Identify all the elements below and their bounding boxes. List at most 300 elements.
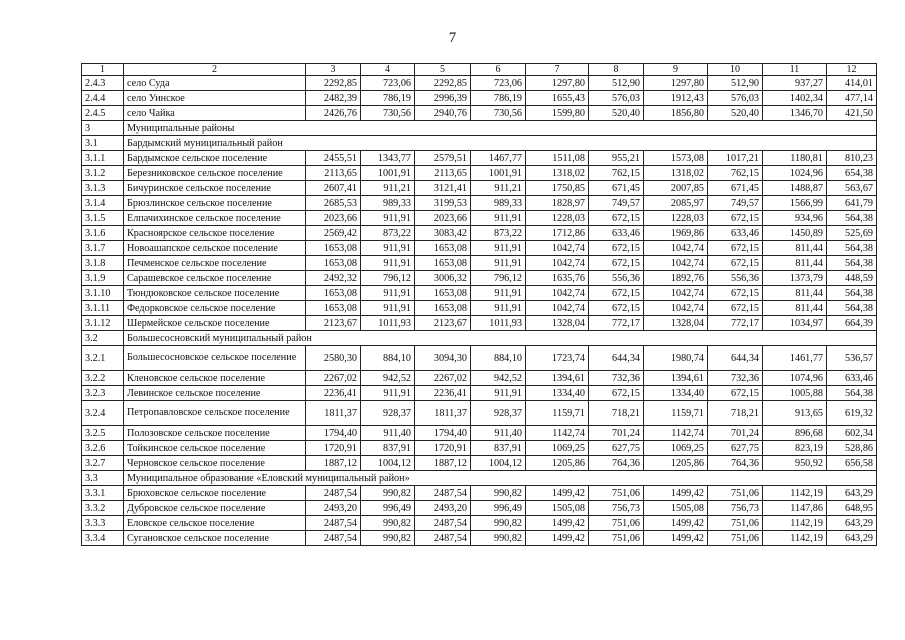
value-cell: 1887,12 [306,456,361,471]
value-cell: 873,22 [471,226,526,241]
value-cell: 837,91 [361,441,415,456]
value-cell: 911,91 [361,256,415,271]
value-cell: 786,19 [471,91,526,106]
table-row [82,516,877,531]
column-header: 6 [471,64,526,76]
value-cell: 1599,80 [526,106,589,121]
value-cell: 989,33 [361,196,415,211]
column-header: 4 [361,64,415,76]
value-cell: 2685,53 [306,196,361,211]
row-code: 3.1.4 [82,196,124,211]
value-cell: 732,36 [589,371,644,386]
column-header: 12 [827,64,877,76]
value-cell: 749,57 [708,196,763,211]
row-code: 3.1.2 [82,166,124,181]
value-cell: 911,21 [471,181,526,196]
value-cell: 1343,77 [361,151,415,166]
value-cell: 1467,77 [471,151,526,166]
row-code: 3.1.9 [82,271,124,286]
row-code: 3.1.8 [82,256,124,271]
section-row [82,136,877,151]
table-row [82,531,877,546]
settlement-name: Сугановское сельское поселение [124,531,306,546]
row-code: 3.1.7 [82,241,124,256]
value-cell: 1505,08 [526,501,589,516]
value-cell: 1511,08 [526,151,589,166]
column-header: 11 [763,64,827,76]
row-code: 3.3.4 [82,531,124,546]
value-cell: 1074,96 [763,371,827,386]
value-cell: 990,82 [361,486,415,501]
value-cell: 1147,86 [763,501,827,516]
value-cell: 2123,67 [306,316,361,331]
row-code: 3.2.2 [82,371,124,386]
value-cell: 1655,43 [526,91,589,106]
value-cell: 664,39 [827,316,877,331]
value-cell: 644,34 [708,346,763,371]
table-row [82,226,877,241]
value-cell: 672,15 [589,211,644,226]
value-cell: 730,56 [471,106,526,121]
value-cell: 2493,20 [415,501,471,516]
value-cell: 1720,91 [306,441,361,456]
value-cell: 2113,65 [306,166,361,181]
value-cell: 751,06 [708,486,763,501]
value-cell: 928,37 [361,401,415,426]
value-cell: 672,15 [708,286,763,301]
value-cell: 672,15 [589,256,644,271]
value-cell: 2267,02 [306,371,361,386]
value-cell: 942,52 [471,371,526,386]
value-cell: 701,24 [708,426,763,441]
value-cell: 1461,77 [763,346,827,371]
settlement-name: Кленовское сельское поселение [124,371,306,386]
value-cell: 1912,43 [644,91,708,106]
value-cell: 811,44 [763,256,827,271]
value-cell: 1005,88 [763,386,827,401]
value-cell: 1334,40 [526,386,589,401]
value-cell: 1042,74 [644,286,708,301]
value-cell: 3121,41 [415,181,471,196]
value-cell: 1328,04 [644,316,708,331]
value-cell: 990,82 [471,486,526,501]
value-cell: 811,44 [763,286,827,301]
value-cell: 520,40 [708,106,763,121]
value-cell: 2569,42 [306,226,361,241]
value-cell: 1334,40 [644,386,708,401]
value-cell: 1566,99 [763,196,827,211]
value-cell: 633,46 [708,226,763,241]
value-cell: 3006,32 [415,271,471,286]
value-cell: 1042,74 [526,286,589,301]
value-cell: 762,15 [708,166,763,181]
value-cell: 643,29 [827,486,877,501]
value-cell: 911,40 [361,426,415,441]
table-row [82,256,877,271]
value-cell: 751,06 [589,486,644,501]
settlement-name: Полозовское сельское поселение [124,426,306,441]
table-row [82,386,877,401]
value-cell: 1499,42 [644,531,708,546]
row-code: 3.3 [82,471,124,486]
table-row [82,401,877,426]
section-row [82,121,877,136]
value-cell: 1042,74 [644,301,708,316]
settlement-name: Брюховское сельское поселение [124,486,306,501]
tariff-table [81,63,877,546]
value-cell: 2292,85 [415,76,471,91]
value-cell: 672,15 [708,241,763,256]
settlement-name: Еловское сельское поселение [124,516,306,531]
value-cell: 2113,65 [415,166,471,181]
value-cell: 564,38 [827,286,877,301]
value-cell: 1892,76 [644,271,708,286]
value-cell: 536,57 [827,346,877,371]
value-cell: 911,21 [361,181,415,196]
value-cell: 1720,91 [415,441,471,456]
value-cell: 764,36 [589,456,644,471]
value-cell: 796,12 [471,271,526,286]
settlement-name: Петропавловское сельское поселение [124,401,306,426]
column-number-row [82,64,877,76]
value-cell: 648,95 [827,501,877,516]
value-cell: 2940,76 [415,106,471,121]
value-cell: 672,15 [589,386,644,401]
value-cell: 989,33 [471,196,526,211]
value-cell: 749,57 [589,196,644,211]
value-cell: 1142,19 [763,486,827,501]
row-code: 3.1.12 [82,316,124,331]
value-cell: 1159,71 [526,401,589,426]
value-cell: 1024,96 [763,166,827,181]
value-cell: 2487,54 [306,531,361,546]
table-body [82,64,877,546]
value-cell: 2292,85 [306,76,361,91]
value-cell: 911,91 [361,386,415,401]
value-cell: 718,21 [589,401,644,426]
value-cell: 672,15 [589,241,644,256]
value-cell: 701,24 [589,426,644,441]
value-cell: 1011,93 [471,316,526,331]
value-cell: 1499,42 [644,486,708,501]
value-cell: 641,79 [827,196,877,211]
value-cell: 512,90 [708,76,763,91]
value-cell: 1011,93 [361,316,415,331]
value-cell: 414,01 [827,76,877,91]
table-row [82,181,877,196]
value-cell: 2023,66 [415,211,471,226]
value-cell: 1004,12 [471,456,526,471]
row-code: 3.1.11 [82,301,124,316]
value-cell: 811,44 [763,241,827,256]
value-cell: 786,19 [361,91,415,106]
value-cell: 1653,08 [415,301,471,316]
value-cell: 1856,80 [644,106,708,121]
table-row [82,106,877,121]
row-code: 3.3.1 [82,486,124,501]
value-cell: 672,15 [708,211,763,226]
value-cell: 671,45 [708,181,763,196]
value-cell: 654,38 [827,166,877,181]
table-row [82,211,877,226]
value-cell: 911,91 [361,241,415,256]
value-cell: 627,75 [589,441,644,456]
value-cell: 1142,19 [763,531,827,546]
value-cell: 911,91 [471,286,526,301]
value-cell: 1980,74 [644,346,708,371]
value-cell: 823,19 [763,441,827,456]
column-header: 10 [708,64,763,76]
settlement-name: Брюзлинское сельское поселение [124,196,306,211]
value-cell: 1042,74 [644,256,708,271]
value-cell: 1042,74 [644,241,708,256]
value-cell: 1142,19 [763,516,827,531]
value-cell: 1712,86 [526,226,589,241]
value-cell: 2487,54 [306,516,361,531]
value-cell: 1828,97 [526,196,589,211]
row-code: 3.1.6 [82,226,124,241]
value-cell: 1180,81 [763,151,827,166]
value-cell: 1001,91 [471,166,526,181]
value-cell: 751,06 [708,531,763,546]
value-cell: 1069,25 [526,441,589,456]
value-cell: 619,32 [827,401,877,426]
section-title: Большесосновский муниципальный район [124,331,877,346]
value-cell: 764,36 [708,456,763,471]
column-header: 7 [526,64,589,76]
value-cell: 421,50 [827,106,877,121]
section-row [82,331,877,346]
value-cell: 990,82 [471,531,526,546]
value-cell: 1750,85 [526,181,589,196]
table-row [82,486,877,501]
value-cell: 672,15 [708,301,763,316]
value-cell: 990,82 [361,531,415,546]
value-cell: 602,34 [827,426,877,441]
settlement-name: Тойкинское сельское поселение [124,441,306,456]
value-cell: 633,46 [827,371,877,386]
table-row [82,371,877,386]
value-cell: 1042,74 [526,256,589,271]
value-cell: 1346,70 [763,106,827,121]
value-cell: 1318,02 [644,166,708,181]
value-cell: 2487,54 [415,486,471,501]
value-cell: 1653,08 [415,256,471,271]
value-cell: 1488,87 [763,181,827,196]
value-cell: 1969,86 [644,226,708,241]
section-row [82,471,877,486]
settlement-name: Тюндюковское сельское поселение [124,286,306,301]
value-cell: 811,44 [763,301,827,316]
value-cell: 896,68 [763,426,827,441]
value-cell: 928,37 [471,401,526,426]
value-cell: 672,15 [589,301,644,316]
value-cell: 656,58 [827,456,877,471]
value-cell: 723,06 [361,76,415,91]
value-cell: 1794,40 [306,426,361,441]
value-cell: 2236,41 [306,386,361,401]
value-cell: 564,38 [827,386,877,401]
value-cell: 796,12 [361,271,415,286]
value-cell: 643,29 [827,531,877,546]
settlement-name: Шермейское сельское поселение [124,316,306,331]
value-cell: 1635,76 [526,271,589,286]
value-cell: 884,10 [361,346,415,371]
table-row [82,196,877,211]
table-row [82,501,877,516]
value-cell: 2487,54 [415,531,471,546]
settlement-name: Дубровское сельское поселение [124,501,306,516]
row-code: 3.1 [82,136,124,151]
value-cell: 990,82 [361,516,415,531]
value-cell: 1653,08 [415,241,471,256]
value-cell: 644,34 [589,346,644,371]
row-code: 3.3.3 [82,516,124,531]
value-cell: 751,06 [708,516,763,531]
column-header: 1 [82,64,124,76]
value-cell: 627,75 [708,441,763,456]
section-title: Муниципальное образование «Еловский муниципальный район» [124,471,877,486]
value-cell: 477,14 [827,91,877,106]
value-cell: 937,27 [763,76,827,91]
table-row [82,316,877,331]
value-cell: 3094,30 [415,346,471,371]
table-row [82,151,877,166]
value-cell: 1653,08 [306,301,361,316]
value-cell: 564,38 [827,256,877,271]
column-header: 2 [124,64,306,76]
row-code: 2.4.4 [82,91,124,106]
table-row [82,301,877,316]
value-cell: 2123,67 [415,316,471,331]
value-cell: 730,56 [361,106,415,121]
value-cell: 520,40 [589,106,644,121]
settlement-name: Сарашевское сельское поселение [124,271,306,286]
value-cell: 911,91 [471,386,526,401]
row-code: 3.2 [82,331,124,346]
value-cell: 1297,80 [644,76,708,91]
settlement-name: Черновское сельское поселение [124,456,306,471]
settlement-name: Бичуринское сельское поселение [124,181,306,196]
value-cell: 990,82 [471,516,526,531]
value-cell: 1228,03 [644,211,708,226]
value-cell: 672,15 [708,386,763,401]
value-cell: 1142,74 [526,426,589,441]
value-cell: 3199,53 [415,196,471,211]
value-cell: 2580,30 [306,346,361,371]
settlement-name: Печменское сельское поселение [124,256,306,271]
value-cell: 1042,74 [526,301,589,316]
page-number: 7 [448,30,457,46]
value-cell: 756,73 [589,501,644,516]
value-cell: 837,91 [471,441,526,456]
value-cell: 1318,02 [526,166,589,181]
value-cell: 1499,42 [526,516,589,531]
value-cell: 723,06 [471,76,526,91]
settlement-name: Бардымское сельское поселение [124,151,306,166]
table-row [82,91,877,106]
value-cell: 942,52 [361,371,415,386]
value-cell: 2482,39 [306,91,361,106]
value-cell: 1205,86 [526,456,589,471]
row-code: 3.1.10 [82,286,124,301]
value-cell: 911,91 [471,256,526,271]
value-cell: 1069,25 [644,441,708,456]
value-cell: 2426,76 [306,106,361,121]
value-cell: 1228,03 [526,211,589,226]
value-cell: 1723,74 [526,346,589,371]
column-header: 8 [589,64,644,76]
settlement-name: Березниковское сельское поселение [124,166,306,181]
value-cell: 512,90 [589,76,644,91]
table-row [82,456,877,471]
value-cell: 671,45 [589,181,644,196]
value-cell: 732,36 [708,371,763,386]
settlement-name: Левинское сельское поселение [124,386,306,401]
value-cell: 751,06 [589,531,644,546]
value-cell: 1653,08 [306,241,361,256]
value-cell: 1505,08 [644,501,708,516]
value-cell: 1328,04 [526,316,589,331]
value-cell: 2007,85 [644,181,708,196]
value-cell: 3083,42 [415,226,471,241]
value-cell: 911,91 [361,286,415,301]
value-cell: 2267,02 [415,371,471,386]
value-cell: 528,86 [827,441,877,456]
value-cell: 564,38 [827,241,877,256]
row-code: 3.1.5 [82,211,124,226]
row-code: 3.1.1 [82,151,124,166]
value-cell: 448,59 [827,271,877,286]
value-cell: 1653,08 [415,286,471,301]
value-cell: 2493,20 [306,501,361,516]
settlement-name: Федорковское сельское поселение [124,301,306,316]
settlement-name: село Уинское [124,91,306,106]
value-cell: 772,17 [589,316,644,331]
value-cell: 1653,08 [306,256,361,271]
table-row [82,441,877,456]
value-cell: 1402,34 [763,91,827,106]
value-cell: 1004,12 [361,456,415,471]
value-cell: 1017,21 [708,151,763,166]
column-header: 3 [306,64,361,76]
value-cell: 1001,91 [361,166,415,181]
value-cell: 1811,37 [415,401,471,426]
value-cell: 751,06 [589,516,644,531]
value-cell: 1450,89 [763,226,827,241]
table-row [82,426,877,441]
row-code: 3.2.6 [82,441,124,456]
value-cell: 525,69 [827,226,877,241]
value-cell: 1794,40 [415,426,471,441]
value-cell: 911,40 [471,426,526,441]
value-cell: 2487,54 [306,486,361,501]
value-cell: 1499,42 [644,516,708,531]
value-cell: 672,15 [708,256,763,271]
settlement-name: село Суда [124,76,306,91]
value-cell: 1034,97 [763,316,827,331]
value-cell: 633,46 [589,226,644,241]
section-title: Муниципальные районы [124,121,877,136]
table-row [82,241,877,256]
value-cell: 884,10 [471,346,526,371]
value-cell: 1573,08 [644,151,708,166]
value-cell: 2492,32 [306,271,361,286]
value-cell: 2023,66 [306,211,361,226]
value-cell: 1499,42 [526,531,589,546]
value-cell: 718,21 [708,401,763,426]
value-cell: 1373,79 [763,271,827,286]
